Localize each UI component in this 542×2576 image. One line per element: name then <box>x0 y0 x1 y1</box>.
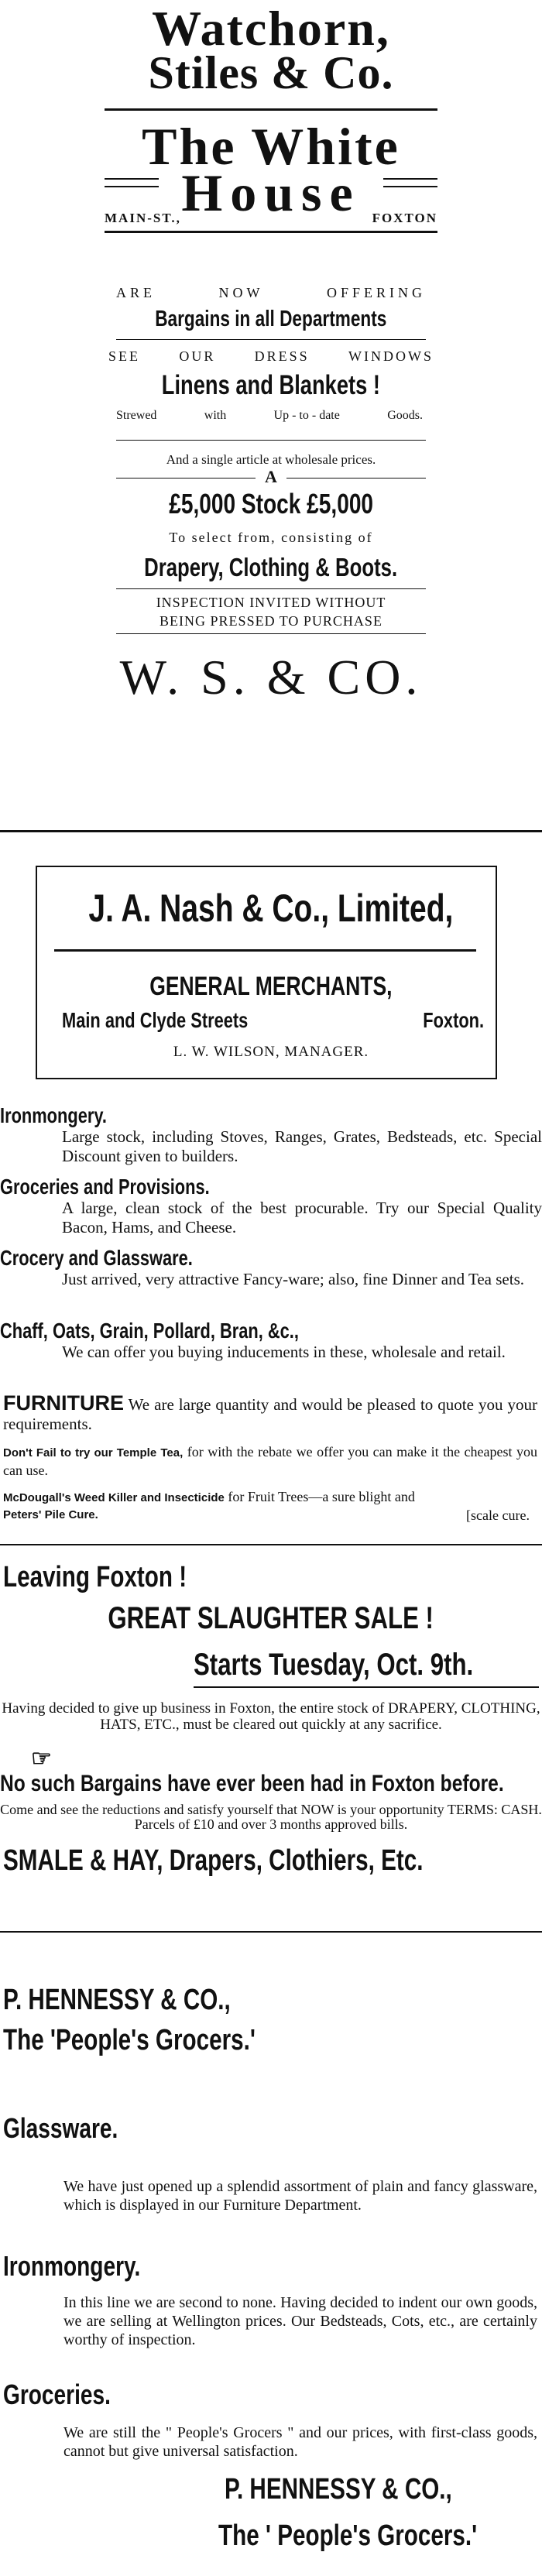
weed-killer-notice <box>3 1488 537 1507</box>
section-heading <box>0 1319 542 1343</box>
word: NOW <box>218 285 264 300</box>
heading-text: Chaff, Oats, Grain, Pollard, Bran, &c., <box>0 1319 299 1343</box>
footer-name-text: P. HENNESSY & CO., <box>225 2473 452 2506</box>
section-chaff <box>0 1319 542 1362</box>
section-divider <box>0 830 542 832</box>
company-name <box>0 886 542 931</box>
smale-hay-signature <box>3 1844 542 1878</box>
footer-company-name <box>225 2473 542 2506</box>
piles-lead: Peters' Pile Cure. <box>3 1508 98 1521</box>
company-name-text: P. HENNESSY & CO., <box>3 1984 231 2016</box>
divider <box>383 178 437 180</box>
divider <box>116 440 426 441</box>
word: Goods. <box>387 409 423 422</box>
word: ARE <box>116 285 156 300</box>
offering-line <box>116 285 426 301</box>
stock-text: £5,000 Stock £5,000 <box>169 488 373 520</box>
divider <box>194 1686 539 1688</box>
groceries-heading <box>3 2379 542 2411</box>
bargains-text: Bargains in all Departments <box>155 307 387 331</box>
section-furniture <box>3 1391 538 1434</box>
slaughter-text: GREAT SLAUGHTER SALE ! <box>108 1601 434 1635</box>
furniture-heading: FURNITURE <box>3 1391 124 1415</box>
divider <box>116 339 426 340</box>
section-body: We can offer you buying inducements in these, wholesale and retail. <box>62 1343 506 1361</box>
footer-tagline-text: The ' People's Grocers.' <box>218 2519 478 2552</box>
footer-tagline <box>218 2519 542 2553</box>
furniture-body: We are large quantity and would be pleased to quote you your requirements. <box>3 1395 538 1433</box>
address-line <box>105 211 437 226</box>
company-tagline <box>3 2024 542 2057</box>
drapery-headline <box>0 553 542 582</box>
section-ironmongery <box>0 1104 542 1166</box>
store-name-line2: House <box>181 163 361 222</box>
section-body: A large, clean stock of the best procurable. Try our Special Quality Bacon, Hams, and Cheese. <box>62 1199 542 1237</box>
word: OFFERING <box>326 285 426 300</box>
signature-text: SMALE & HAY, Drapers, Clothiers, Etc. <box>3 1844 424 1877</box>
heading-text: Ironmongery. <box>0 1103 107 1127</box>
tea-lead: Don't Fail to try our Temple Tea, <box>3 1446 184 1460</box>
initials-signature: W. S. & CO. <box>119 650 423 705</box>
bargains-headline <box>0 307 542 332</box>
tea-body: for with the rebate we offer you can make it the cheapest you can use. <box>3 1444 537 1478</box>
ironmongery-heading <box>3 2250 542 2283</box>
slaughter-sale-headline <box>0 1601 542 1636</box>
word: Up - to - date <box>273 409 340 422</box>
word: OUR <box>179 348 216 364</box>
leaving-headline <box>3 1561 542 1594</box>
word: DRESS <box>254 348 310 364</box>
section-body: Just arrived, very attractive Fancy-ware; also, fine Dinner and Tea sets. <box>62 1270 525 1288</box>
advertiser-name-line2: Stiles & Co. <box>148 47 394 98</box>
divider <box>105 108 437 111</box>
start-date-text: Starts Tuesday, Oct. 9th. <box>194 1648 474 1682</box>
heading-text: Groceries. <box>3 2379 111 2410</box>
tagline-text: The 'People's Grocers.' <box>3 2024 256 2056</box>
section-heading <box>0 1104 542 1127</box>
start-date-headline <box>194 1648 542 1682</box>
glassware-body: We have just opened up a splendid assortment of plain and fancy glassware, which is displayed in our Furniture Department. <box>63 2178 537 2214</box>
divider <box>105 186 159 187</box>
word: Strewed <box>116 409 157 422</box>
inspection-line1: INSPECTION INVITED WITHOUT <box>156 595 386 610</box>
divider <box>116 588 426 589</box>
manager-line: L. W. WILSON, MANAGER. <box>173 1044 369 1060</box>
section-groceries <box>0 1175 542 1237</box>
wholesale-line: And a single article at wholesale prices. <box>166 452 376 467</box>
glassware-heading <box>3 2112 542 2145</box>
section-divider <box>0 1931 542 1933</box>
heading-text: Groceries and Provisions. <box>0 1175 210 1199</box>
company-name <box>3 1984 542 2017</box>
stock-headline <box>0 488 542 520</box>
general-merchants-text: GENERAL MERCHANTS, <box>149 972 393 1001</box>
linens-headline <box>0 370 542 401</box>
linens-text: Linens and Blankets ! <box>161 370 381 400</box>
section-body: Large stock, including Stoves, Ranges, Grates, Bedsteads, etc. Special Discount given to builders. <box>62 1127 542 1165</box>
divider <box>383 186 437 187</box>
general-merchants <box>0 972 542 1002</box>
weed-body: for Fruit Trees—a sure blight and <box>228 1489 415 1504</box>
word: with <box>204 409 227 422</box>
street-address: Main and Clyde Streets <box>62 1008 249 1032</box>
tea-notice <box>3 1443 537 1479</box>
divider <box>105 178 159 180</box>
word: SEE <box>108 348 141 364</box>
groceries-body: We are still the " People's Grocers " and our prices, with first-class goods, cannot but give universal satisfaction. <box>63 2424 537 2460</box>
pointing-hand-icon: ☞ <box>31 1746 52 1772</box>
word: WINDOWS <box>348 348 434 364</box>
sale-body: Having decided to give up business in Foxton, the entire stock of DRAPERY, CLOTHING, HATS, ETC., must be cleared out quickly at any sacrifice. <box>2 1700 540 1733</box>
weed-lead: McDougall's Weed Killer and Insecticide <box>3 1491 225 1504</box>
divider <box>54 949 476 952</box>
section-divider <box>0 1544 542 1545</box>
advertiser-name-line1: Watchorn, <box>152 1 390 56</box>
no-such-text: No such Bargains have ever been had in Foxton before. <box>0 1771 504 1796</box>
leaving-text: Leaving Foxton ! <box>3 1561 187 1593</box>
heading-text: Crocery and Glassware. <box>0 1246 193 1270</box>
piles-body: [scale cure. <box>466 1508 530 1523</box>
town: FOXTON <box>372 211 437 225</box>
inspection-line2: BEING PRESSED TO PURCHASE <box>160 613 382 629</box>
section-heading <box>0 1247 542 1270</box>
town: Foxton. <box>423 1008 484 1032</box>
company-name-text: J. A. Nash & Co., Limited, <box>88 887 454 930</box>
divider <box>105 231 437 233</box>
pile-cure-notice <box>3 1507 530 1524</box>
divider <box>116 633 426 634</box>
heading-text: Ironmongery. <box>3 2250 141 2282</box>
street: MAIN-ST., <box>105 211 181 225</box>
terms-line: Come and see the reductions and satisfy yourself that NOW is your opportunity TERMS: CASH. Parcels of £10 and over 3 months approved bills. <box>0 1802 542 1832</box>
drapery-text: Drapery, Clothing & Boots. <box>144 553 398 581</box>
strewed-line <box>116 409 423 423</box>
ironmongery-body: In this line we are second to none. Having decided to indent our own goods, we are selling at Wellington prices. Our Bedsteads, Cots, etc., are certainly worthy of inspection. <box>63 2294 537 2348</box>
section-crockery <box>0 1247 542 1289</box>
section-heading <box>0 1175 542 1199</box>
heading-text: Glassware. <box>3 2112 118 2144</box>
address-line <box>62 1008 484 1033</box>
windows-line <box>108 348 434 365</box>
letter-a: A <box>265 467 277 486</box>
select-line: To select from, consisting of <box>169 530 373 545</box>
no-such-bargains <box>0 1747 542 1796</box>
store-name-line1: The White <box>142 117 400 176</box>
